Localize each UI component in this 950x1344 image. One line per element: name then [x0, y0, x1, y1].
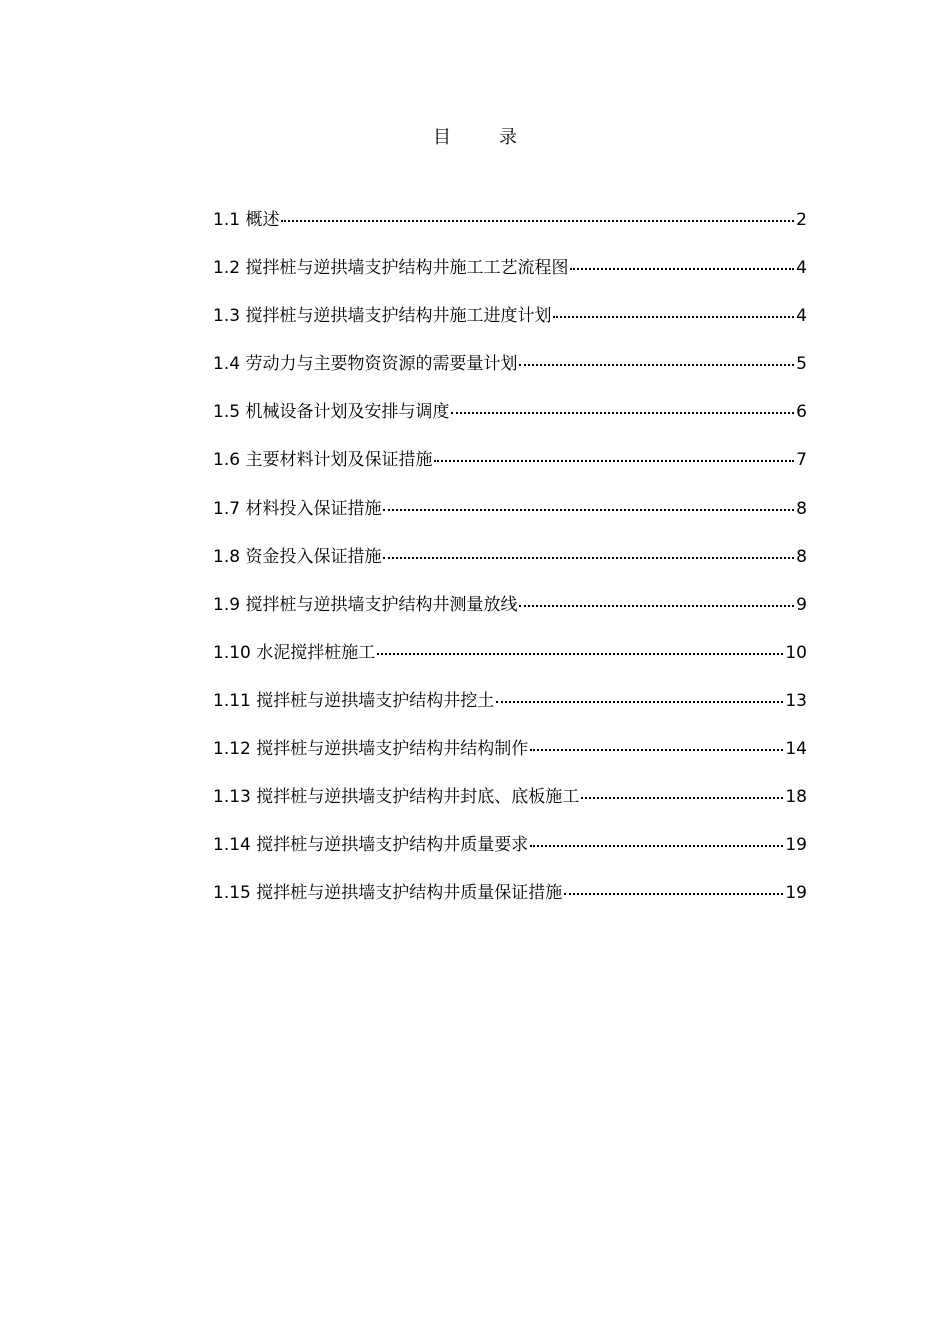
- toc-entry-page: 9: [796, 594, 807, 615]
- toc-entry-label: 1.12 搅拌桩与逆拱墙支护结构井结构制作: [213, 739, 529, 760]
- toc-entry[interactable]: [213, 881, 807, 929]
- toc-list: [213, 208, 807, 929]
- toc-dot-leader: [383, 509, 794, 511]
- toc-entry-label: 1.14 搅拌桩与逆拱墙支护结构井质量要求: [213, 835, 529, 856]
- toc-entry-label: 1.6 主要材料计划及保证措施: [213, 450, 433, 471]
- toc-entry-label: 1.8 资金投入保证措施: [213, 546, 382, 567]
- toc-entry[interactable]: [213, 304, 807, 352]
- toc-entry-label: 1.5 机械设备计划及安排与调度: [213, 402, 450, 423]
- toc-entry-label: 1.13 搅拌桩与逆拱墙支护结构井封底、底板施工: [213, 787, 580, 808]
- toc-entry-page: 2: [796, 210, 807, 230]
- toc-entry-label: 1.10 水泥搅拌桩施工: [213, 642, 376, 663]
- toc-entry-label: 1.3 搅拌桩与逆拱墙支护结构井施工进度计划: [213, 306, 552, 327]
- toc-entry-label: 1.2 搅拌桩与逆拱墙支护结构井施工工艺流程图: [213, 258, 569, 279]
- toc-entry-page: 8: [796, 546, 807, 567]
- toc-dot-leader: [553, 316, 794, 318]
- toc-entry[interactable]: [213, 545, 807, 593]
- toc-entry-label: 1.7 材料投入保证措施: [213, 498, 382, 519]
- toc-dot-leader: [383, 557, 794, 559]
- toc-dot-leader: [496, 701, 783, 703]
- toc-dot-leader: [451, 412, 794, 414]
- toc-entry[interactable]: [213, 400, 807, 448]
- toc-title: [0, 126, 950, 150]
- toc-entry[interactable]: [213, 497, 807, 545]
- toc-entry[interactable]: [213, 785, 807, 833]
- toc-entry-label: 1.15 搅拌桩与逆拱墙支护结构井质量保证措施: [213, 883, 563, 904]
- toc-entry[interactable]: [213, 208, 807, 256]
- toc-entry-page: 4: [796, 258, 807, 279]
- toc-entry-label: 1.4 劳动力与主要物资资源的需要量计划: [213, 354, 518, 375]
- toc-dot-leader: [519, 605, 794, 607]
- toc-entry-page: 8: [796, 498, 807, 519]
- toc-entry-label: 1.11 搅拌桩与逆拱墙支护结构井挖土: [213, 690, 495, 711]
- toc-entry-label: 1.9 搅拌桩与逆拱墙支护结构井测量放线: [213, 594, 518, 615]
- toc-entry[interactable]: [213, 256, 807, 304]
- toc-entry[interactable]: [213, 448, 807, 496]
- toc-entry-page: 19: [785, 883, 807, 904]
- toc-entry[interactable]: [213, 737, 807, 785]
- toc-entry-page: 13: [785, 690, 807, 711]
- toc-entry[interactable]: [213, 689, 807, 737]
- toc-dot-leader: [281, 220, 794, 222]
- toc-entry-page: 4: [796, 306, 807, 327]
- toc-entry[interactable]: [213, 641, 807, 689]
- toc-entry-page: 7: [796, 450, 807, 471]
- toc-dot-leader: [519, 364, 794, 366]
- toc-entry-page: 18: [785, 787, 807, 808]
- toc-dot-leader: [581, 797, 783, 799]
- toc-dot-leader: [530, 845, 783, 847]
- toc-entry-page: 19: [785, 835, 807, 856]
- toc-title-right: 录: [499, 127, 517, 148]
- toc-entry-page: 10: [785, 642, 807, 663]
- toc-entry[interactable]: [213, 352, 807, 400]
- toc-entry[interactable]: [213, 593, 807, 641]
- toc-entry-label: 1.1 概述: [213, 210, 280, 230]
- toc-entry-page: 5: [796, 354, 807, 375]
- toc-entry-page: 6: [796, 402, 807, 423]
- toc-title-left: 目: [433, 127, 451, 148]
- toc-dot-leader: [564, 893, 783, 895]
- toc-entry[interactable]: [213, 833, 807, 881]
- toc-dot-leader: [570, 268, 794, 270]
- toc-dot-leader: [434, 460, 794, 462]
- toc-dot-leader: [377, 653, 783, 655]
- toc-dot-leader: [530, 749, 783, 751]
- toc-entry-page: 14: [785, 739, 807, 760]
